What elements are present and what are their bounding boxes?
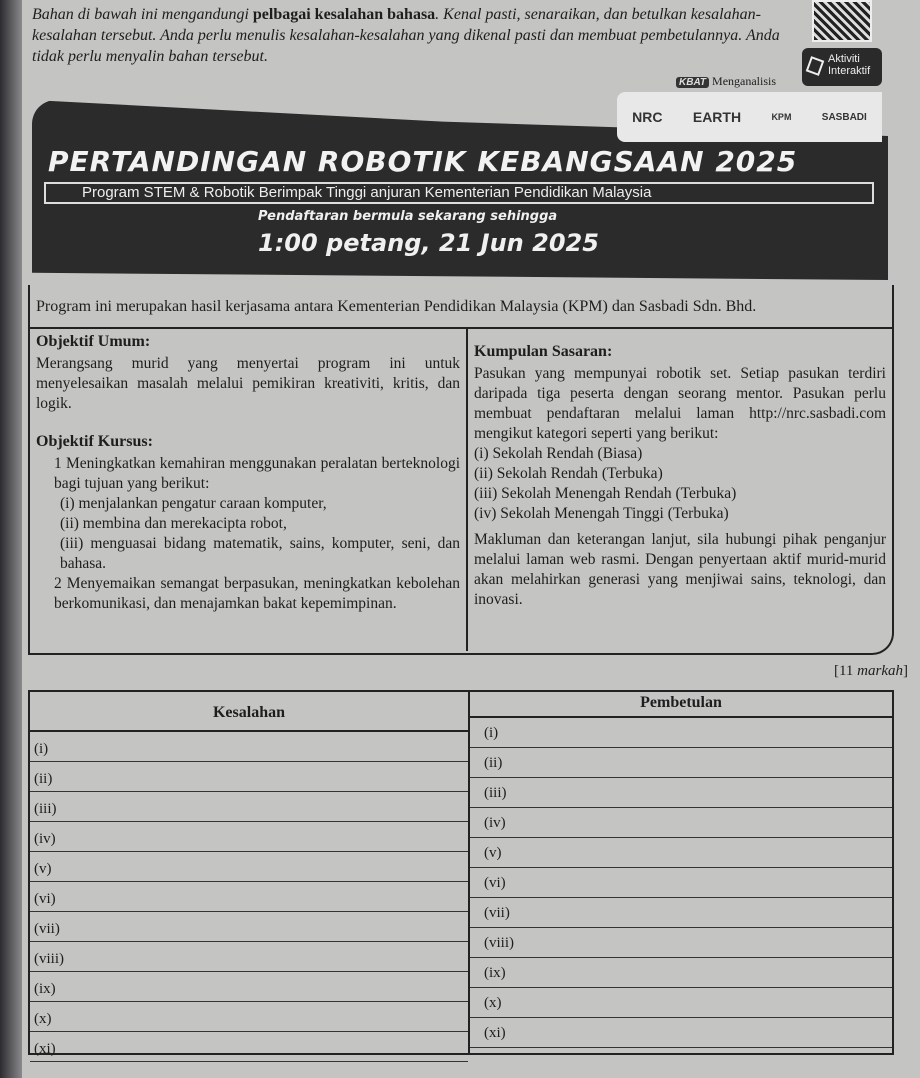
banner-registration: Pendaftaran bermula sekarang sehingga	[258, 209, 558, 224]
objektif-umum-heading: Objektif Umum:	[36, 333, 151, 350]
pembetulan-column	[470, 692, 892, 1053]
category-item: (iv) Sekolah Menengah Tinggi (Terbuka)	[474, 505, 729, 522]
kbat-badge: KBAT	[676, 77, 709, 88]
category-item: (i) Sekolah Rendah (Biasa)	[474, 445, 643, 462]
marks-word: markah	[857, 663, 903, 679]
pembetulan-row[interactable]: (ix)	[470, 958, 892, 988]
kursus-subitem: (iii) menguasai bidang matematik, sains, komputer, seni, dan bahasa.	[60, 535, 460, 572]
kbat-label: Menganalisis	[712, 74, 777, 88]
nrc-logo: NRC	[632, 109, 663, 125]
kursus-item-2: 2 Menyemaikan semangat berpasukan, meningkatkan kebolehan berkomunikasi, dan menajamkan bakat kepemimpinan.	[54, 575, 460, 612]
badge-line-2: Interaktif	[828, 65, 871, 77]
cube-icon	[806, 56, 825, 76]
pembetulan-row[interactable]: (xi)	[470, 1018, 892, 1048]
kesalahan-row[interactable]: (iii)	[30, 792, 468, 822]
marks-close: ]	[903, 663, 908, 679]
instructions	[32, 4, 792, 67]
pembetulan-row[interactable]: (iv)	[470, 808, 892, 838]
kursus-subitem: (i) menjalankan pengatur caraan komputer,	[60, 495, 327, 512]
kursus-subitem: (ii) membina dan merekacipta robot,	[60, 515, 287, 532]
category-item: (ii) Sekolah Rendah (Terbuka)	[474, 465, 663, 482]
pembetulan-row[interactable]: (v)	[470, 838, 892, 868]
banner-deadline: 1:00 petang, 21 Jun 2025	[258, 229, 599, 257]
objectives-column	[30, 329, 468, 651]
kesalahan-row[interactable]: (vi)	[30, 882, 468, 912]
kesalahan-row[interactable]: (ix)	[30, 972, 468, 1002]
instructions-bold: pelbagai kesalahan bahasa	[252, 6, 436, 23]
sponsor-logos	[617, 92, 882, 142]
kursus-item-1: 1 Meningkatkan kemahiran menggunakan peralatan berteknologi bagi tujuan yang berikut:	[54, 455, 460, 492]
pembetulan-row[interactable]: (ii)	[470, 748, 892, 778]
earth-logo: EARTH	[692, 109, 742, 125]
sasaran-heading: Kumpulan Sasaran:	[474, 343, 613, 360]
kesalahan-row[interactable]: (i)	[30, 732, 468, 762]
marks-label	[834, 662, 908, 680]
kesalahan-row[interactable]: (ii)	[30, 762, 468, 792]
info-box	[28, 285, 894, 655]
objektif-kursus-heading: Objektif Kursus:	[36, 433, 153, 450]
answer-table	[28, 690, 894, 1055]
objektif-umum-text: Merangsang murid yang menyertai program ini untuk menyelesaikan masalah melalui pemikiran kreativiti, kritis, dan logik.	[36, 355, 460, 412]
sasaran-text: Pasukan yang mempunyai robotik set. Setiap pasukan terdiri daripada tiga peserta dengan seorang mentor. Pasukan perlu membuat pendaftaran melalui laman http://nrc.sasbadi.com mengikut kategori seperti yang berikut:	[474, 365, 886, 442]
badge-line-1: Aktiviti	[828, 53, 860, 65]
pembetulan-row[interactable]: (i)	[470, 718, 892, 748]
kesalahan-row[interactable]: (v)	[30, 852, 468, 882]
banner-subtitle: Program STEM & Robotik Berimpak Tinggi anjuran Kementerian Pendidikan Malaysia	[44, 182, 874, 204]
pembetulan-row[interactable]: (vi)	[470, 868, 892, 898]
pembetulan-header: Pembetulan	[470, 692, 892, 718]
target-column	[468, 329, 892, 651]
kesalahan-column	[30, 692, 470, 1057]
kesalahan-row[interactable]: (vii)	[30, 912, 468, 942]
category-item: (iii) Sekolah Menengah Rendah (Terbuka)	[474, 485, 737, 502]
sasbadi-logo: SASBADI	[821, 111, 867, 123]
kesalahan-row[interactable]: (xi)	[30, 1032, 468, 1062]
interactive-activity-badge	[802, 48, 882, 86]
makluman-text: Makluman dan keterangan lanjut, sila hubungi pihak penganjur melalui laman web rasmi. Dengan penyertaan aktif murid-murid akan melahirkan generasi yang menjiwai sains, teknologi, dan inovasi.	[474, 531, 886, 608]
marks-open: [11	[833, 663, 858, 679]
kesalahan-row[interactable]: (iv)	[30, 822, 468, 852]
kesalahan-row[interactable]: (viii)	[30, 942, 468, 972]
kpm-logo: KPM	[771, 112, 792, 122]
pembetulan-row[interactable]: (vii)	[470, 898, 892, 928]
kesalahan-row[interactable]: (x)	[30, 1002, 468, 1032]
pembetulan-row[interactable]: (x)	[470, 988, 892, 1018]
kbat-tag	[676, 74, 776, 90]
page-edge	[0, 0, 22, 1078]
pembetulan-row[interactable]: (iii)	[470, 778, 892, 808]
kesalahan-header: Kesalahan	[30, 692, 468, 732]
instructions-text: Bahan di bawah ini mengandungi	[32, 6, 253, 23]
instructions-text-b: . Kenal pasti, senaraikan, dan betulkan kesalahan-kesalahan tersebut. Anda perlu menulis kesalahan-kesalahan yang dikenal pasti dan membuat pembetulannya. Anda tidak perlu menyalin bahan tersebut.	[32, 6, 780, 65]
qr-code[interactable]	[812, 0, 872, 42]
banner-title: PERTANDINGAN ROBOTIK KEBANGSAAN 2025	[48, 145, 798, 178]
collab-text: Program ini merupakan hasil kerjasama antara Kementerian Pendidikan Malaysia (KPM) dan Sasbadi Sdn. Bhd.	[30, 285, 892, 329]
pembetulan-row[interactable]: (viii)	[470, 928, 892, 958]
